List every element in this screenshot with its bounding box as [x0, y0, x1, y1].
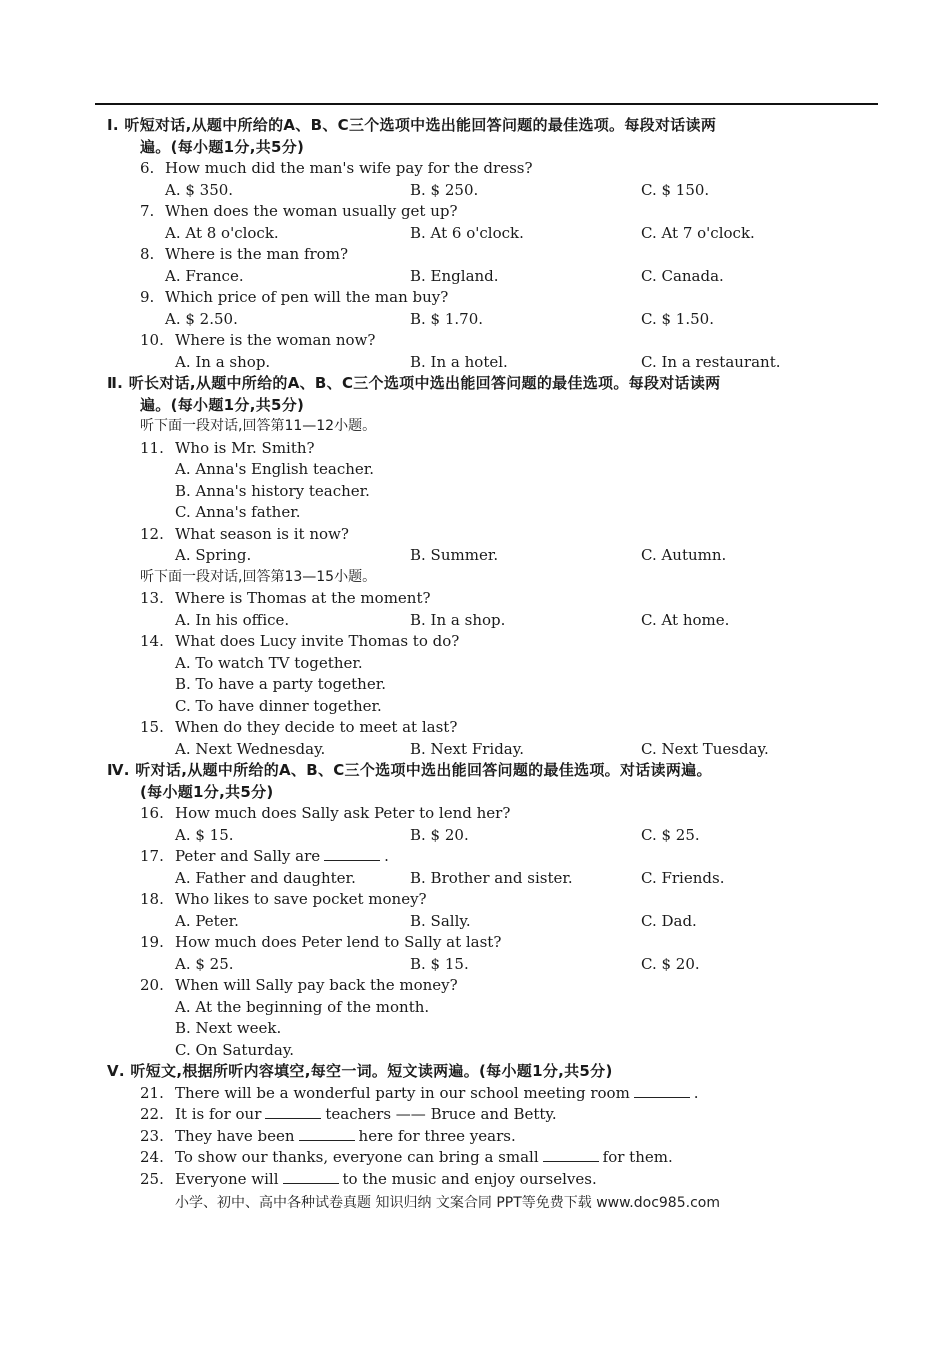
- option-b: B. $ 250.: [410, 180, 479, 199]
- option-a: A. In his office.: [175, 610, 290, 629]
- question-text: [165, 287, 448, 309]
- option: A. To watch TV together.: [175, 653, 363, 672]
- question-number: 20.: [140, 976, 164, 994]
- option-a: A. Peter.: [175, 911, 239, 930]
- question-text: [175, 1147, 673, 1169]
- option-c: C. $ 25.: [641, 825, 700, 844]
- option-line: [0, 502, 950, 524]
- option-b: B. At 6 o'clock.: [410, 223, 524, 242]
- question: [0, 158, 950, 180]
- section-heading-text: 遍。(每小题1分,共5分): [140, 395, 305, 414]
- footer-watermark: 小学、初中、高中各种试卷真题 知识归纳 文案合同 PPT等免费下载 www.doc985.com: [175, 1195, 720, 1211]
- question-text: [165, 201, 458, 223]
- option-a: A. France.: [165, 266, 244, 285]
- question-text: [175, 1083, 699, 1105]
- question: [0, 1126, 950, 1148]
- question: [0, 287, 950, 309]
- question-number: 21.: [140, 1083, 164, 1102]
- option-line: [0, 674, 950, 696]
- question: [0, 889, 950, 911]
- option-a: A. $ 350.: [165, 180, 234, 199]
- question-stem: Which price of pen will the man buy?: [165, 288, 449, 306]
- option-a: A. In a shop.: [175, 352, 271, 371]
- option-a: A. $ 2.50.: [165, 309, 238, 328]
- question-stem: Everyone will: [175, 1169, 279, 1188]
- option-b: B. Summer.: [410, 546, 499, 564]
- question-text: [165, 244, 348, 266]
- question-number: 24.: [140, 1148, 164, 1166]
- question-text: [175, 1126, 516, 1148]
- option: C. On Saturday.: [175, 1040, 295, 1059]
- question: [0, 846, 950, 868]
- question-text: [175, 588, 431, 610]
- question-number: 8.: [140, 245, 155, 263]
- question-text: [175, 631, 459, 653]
- option-c: C. $ 20.: [641, 954, 700, 973]
- question-number: 12.: [140, 524, 164, 543]
- option-b: B. $ 1.70.: [410, 309, 484, 328]
- option-b: B. Sally.: [410, 911, 471, 930]
- section-heading: [0, 782, 950, 804]
- question-number: 6.: [140, 159, 155, 177]
- options-row: [0, 610, 950, 632]
- question-stem-end: for them.: [602, 1148, 673, 1166]
- option-line: [0, 481, 950, 503]
- question-stem-end: teachers —— Bruce and Betty.: [325, 1105, 557, 1123]
- question-number: 22.: [140, 1105, 164, 1123]
- option-c: C. Friends.: [641, 868, 725, 887]
- option-a: A. Spring.: [175, 546, 252, 564]
- question-text: [175, 438, 315, 460]
- question-text: [175, 524, 349, 546]
- options-row: [0, 266, 950, 288]
- option-c: C. At home.: [641, 610, 730, 629]
- question-text: [175, 803, 510, 825]
- option: B. To have a party together.: [175, 675, 387, 693]
- option: A. Anna's English teacher.: [175, 460, 375, 478]
- exam-document: [0, 115, 950, 1190]
- question-number: 18.: [140, 890, 164, 908]
- question-stem: Peter and Sally are: [175, 847, 321, 865]
- option-c: C. $ 1.50.: [641, 309, 714, 328]
- section-heading: [0, 115, 950, 137]
- answer-blank: [543, 1147, 599, 1162]
- answer-blank: [634, 1083, 690, 1098]
- section-heading: [0, 137, 950, 159]
- question-stem: What does Lucy invite Thomas to do?: [175, 632, 460, 650]
- options-row: [0, 868, 950, 890]
- option-c: C. $ 150.: [641, 180, 710, 199]
- question: [0, 803, 950, 825]
- option-line: [0, 653, 950, 675]
- option-a: A. Next Wednesday.: [175, 739, 326, 758]
- question-text: [175, 717, 457, 739]
- question-stem: To show our thanks, everyone can bring a small: [175, 1148, 539, 1166]
- question-number: 19.: [140, 933, 164, 951]
- question-stem: It is for our: [175, 1105, 262, 1123]
- question-stem: Who is Mr. Smith?: [175, 438, 315, 457]
- question-text: [175, 975, 458, 997]
- option-line: [0, 459, 950, 481]
- option-b: B. Brother and sister.: [410, 868, 573, 887]
- section-heading: [0, 395, 950, 417]
- instruction-text: 听下面一段对话,回答第11—12小题。: [140, 418, 377, 434]
- question-stem-end: .: [384, 847, 389, 865]
- question-text: [175, 889, 427, 911]
- option-c: C. Dad.: [641, 911, 697, 930]
- option-c: C. Canada.: [641, 266, 724, 285]
- question: [0, 932, 950, 954]
- option-c: C. Autumn.: [641, 546, 727, 564]
- option: A. At the beginning of the month.: [175, 997, 430, 1016]
- option: B. Next week.: [175, 1019, 282, 1037]
- question-number: 9.: [140, 288, 155, 306]
- section-heading: [0, 1061, 950, 1083]
- question-stem: When does the woman usually get up?: [165, 202, 458, 220]
- option-line: [0, 1018, 950, 1040]
- question-stem: How much did the man's wife pay for the dress?: [165, 159, 533, 177]
- question-number: 7.: [140, 202, 155, 220]
- section-heading-text: Ⅰ. 听短对话,从题中所给的A、B、C三个选项中选出能回答问题的最佳选项。每段对话读两: [107, 116, 717, 134]
- options-row: [0, 180, 950, 202]
- option-a: A. Father and daughter.: [175, 868, 356, 887]
- question-stem: What season is it now?: [175, 524, 349, 543]
- answer-blank: [324, 846, 380, 861]
- question-stem: Where is the woman now?: [175, 331, 376, 349]
- question: [0, 244, 950, 266]
- question: [0, 975, 950, 997]
- option-c: C. In a restaurant.: [641, 352, 781, 371]
- question-stem: Who likes to save pocket money?: [175, 890, 427, 908]
- question-stem: There will be a wonderful party in our school meeting room: [175, 1083, 630, 1102]
- question: [0, 1147, 950, 1169]
- options-row: [0, 309, 950, 331]
- option-b: B. England.: [410, 266, 499, 285]
- question: [0, 438, 950, 460]
- option-b: B. $ 20.: [410, 825, 469, 844]
- section-heading-text: Ⅴ. 听短文,根据所听内容填空,每空一词。短文读两遍。(每小题1分,共5分): [107, 1062, 613, 1080]
- question-number: 15.: [140, 718, 164, 736]
- question: [0, 717, 950, 739]
- question-stem: Where is the man from?: [165, 245, 348, 263]
- options-row: [0, 223, 950, 245]
- question-number: 25.: [140, 1169, 164, 1188]
- section-heading-text: Ⅳ. 听对话,从题中所给的A、B、C三个选项中选出能回答问题的最佳选项。对话读两遍。: [107, 761, 712, 779]
- dialogue-instruction: [0, 416, 950, 438]
- dialogue-instruction: [0, 567, 950, 589]
- option-line: [0, 1040, 950, 1062]
- question-text: [175, 846, 389, 868]
- question-text: [175, 1104, 557, 1126]
- option-a: A. At 8 o'clock.: [165, 223, 279, 242]
- question-number: 23.: [140, 1126, 164, 1145]
- option-line: [0, 696, 950, 718]
- option-c: C. At 7 o'clock.: [641, 223, 755, 242]
- question: [0, 330, 950, 352]
- section-heading: [0, 373, 950, 395]
- answer-blank: [299, 1126, 355, 1141]
- answer-blank: [265, 1104, 321, 1119]
- question-stem: Where is Thomas at the moment?: [175, 589, 431, 607]
- question-stem: When will Sally pay back the money?: [175, 976, 458, 994]
- question: [0, 631, 950, 653]
- section-heading: [0, 760, 950, 782]
- question: [0, 588, 950, 610]
- question: [0, 1169, 950, 1191]
- options-row: [0, 911, 950, 933]
- question-stem: When do they decide to meet at last?: [175, 718, 458, 736]
- question-number: 17.: [140, 847, 164, 865]
- question-number: 13.: [140, 589, 164, 607]
- option-b: B. In a shop.: [410, 610, 506, 629]
- question-stem: How much does Peter lend to Sally at last?: [175, 933, 502, 951]
- option-b: B. Next Friday.: [410, 739, 524, 758]
- instruction-text: 听下面一段对话,回答第13—15小题。: [140, 568, 377, 585]
- options-row: [0, 825, 950, 847]
- option-c: C. Next Tuesday.: [641, 739, 769, 758]
- question-number: 11.: [140, 438, 164, 457]
- question-stem-end: here for three years.: [358, 1126, 516, 1145]
- options-row: [0, 352, 950, 374]
- option-a: A. $ 25.: [175, 954, 234, 973]
- question-stem: They have been: [175, 1126, 295, 1145]
- question-text: [175, 330, 375, 352]
- option: C. Anna's father.: [175, 503, 301, 521]
- question-stem: How much does Sally ask Peter to lend her?: [175, 804, 511, 822]
- question-number: 10.: [140, 331, 164, 349]
- question: [0, 1083, 950, 1105]
- options-row: [0, 739, 950, 761]
- question: [0, 201, 950, 223]
- question-stem-end: .: [693, 1083, 699, 1102]
- option: C. To have dinner together.: [175, 696, 382, 715]
- question: [0, 1104, 950, 1126]
- question-stem-end: to the music and enjoy ourselves.: [342, 1169, 597, 1188]
- option-b: B. $ 15.: [410, 954, 469, 973]
- question-number: 16.: [140, 804, 164, 822]
- section-heading-text: Ⅱ. 听长对话,从题中所给的A、B、C三个选项中选出能回答问题的最佳选项。每段对话读两: [107, 374, 721, 392]
- header-rule: [95, 103, 878, 105]
- options-row: [0, 545, 950, 567]
- option-line: [0, 997, 950, 1019]
- option-a: A. $ 15.: [175, 825, 234, 844]
- answer-blank: [283, 1169, 339, 1184]
- question-text: [175, 1169, 597, 1191]
- option-b: B. In a hotel.: [410, 352, 508, 371]
- question: [0, 524, 950, 546]
- question-number: 14.: [140, 632, 164, 650]
- option: B. Anna's history teacher.: [175, 481, 370, 500]
- section-heading-text: (每小题1分,共5分): [140, 782, 274, 801]
- question-text: [165, 158, 533, 180]
- options-row: [0, 954, 950, 976]
- question-text: [175, 932, 501, 954]
- section-heading-text: 遍。(每小题1分,共5分): [140, 137, 305, 156]
